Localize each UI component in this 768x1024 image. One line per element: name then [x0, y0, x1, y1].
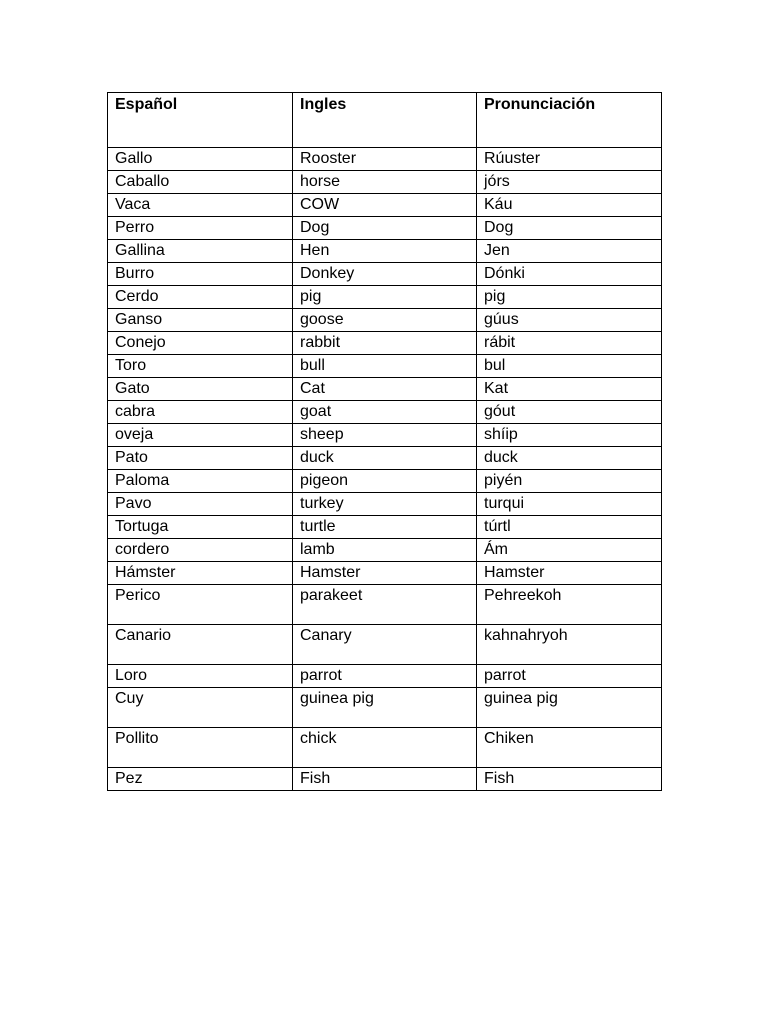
- table-row: [108, 332, 662, 355]
- table-row: [108, 665, 662, 688]
- table-row: [108, 447, 662, 470]
- cell-pronunciation: rábit: [477, 332, 662, 355]
- table-row: [108, 516, 662, 539]
- cell-pronunciation: guinea pig: [477, 688, 662, 728]
- table-row: [108, 768, 662, 791]
- cell-spanish: Cerdo: [108, 286, 293, 309]
- cell-pronunciation: Hamster: [477, 562, 662, 585]
- table-row: [108, 378, 662, 401]
- table-row: [108, 424, 662, 447]
- cell-pronunciation: Chiken: [477, 728, 662, 768]
- table-row: [108, 286, 662, 309]
- table-row: [108, 148, 662, 171]
- cell-spanish: Caballo: [108, 171, 293, 194]
- table-row: [108, 401, 662, 424]
- cell-pronunciation: shíip: [477, 424, 662, 447]
- cell-spanish: Pavo: [108, 493, 293, 516]
- cell-english: bull: [293, 355, 477, 378]
- table-row: [108, 470, 662, 493]
- cell-english: parrot: [293, 665, 477, 688]
- cell-pronunciation: duck: [477, 447, 662, 470]
- cell-english: Hamster: [293, 562, 477, 585]
- cell-pronunciation: Dog: [477, 217, 662, 240]
- table-row: [108, 355, 662, 378]
- cell-english: Rooster: [293, 148, 477, 171]
- table-row: [108, 688, 662, 728]
- cell-pronunciation: Rúuster: [477, 148, 662, 171]
- cell-pronunciation: kahnahryoh: [477, 625, 662, 665]
- cell-spanish: Pez: [108, 768, 293, 791]
- cell-english: Dog: [293, 217, 477, 240]
- vocabulary-table: [107, 92, 662, 791]
- cell-pronunciation: túrtl: [477, 516, 662, 539]
- cell-english: turkey: [293, 493, 477, 516]
- cell-english: COW: [293, 194, 477, 217]
- cell-spanish: Gallo: [108, 148, 293, 171]
- cell-pronunciation: turqui: [477, 493, 662, 516]
- column-header-english: Ingles: [293, 93, 477, 148]
- table-body: [108, 148, 662, 791]
- table-row: [108, 493, 662, 516]
- cell-pronunciation: Káu: [477, 194, 662, 217]
- table-row: [108, 171, 662, 194]
- cell-pronunciation: gúus: [477, 309, 662, 332]
- cell-spanish: Gallina: [108, 240, 293, 263]
- cell-pronunciation: Fish: [477, 768, 662, 791]
- cell-spanish: Loro: [108, 665, 293, 688]
- table-row: [108, 562, 662, 585]
- cell-english: goose: [293, 309, 477, 332]
- cell-english: Fish: [293, 768, 477, 791]
- table-row: [108, 263, 662, 286]
- cell-spanish: Pollito: [108, 728, 293, 768]
- cell-spanish: Tortuga: [108, 516, 293, 539]
- cell-english: pigeon: [293, 470, 477, 493]
- cell-pronunciation: Dónki: [477, 263, 662, 286]
- cell-spanish: Conejo: [108, 332, 293, 355]
- cell-spanish: cordero: [108, 539, 293, 562]
- cell-pronunciation: Kat: [477, 378, 662, 401]
- cell-pronunciation: Jen: [477, 240, 662, 263]
- cell-pronunciation: jórs: [477, 171, 662, 194]
- table-row: [108, 194, 662, 217]
- cell-spanish: Cuy: [108, 688, 293, 728]
- column-header-spanish: Español: [108, 93, 293, 148]
- table-row: [108, 585, 662, 625]
- cell-english: parakeet: [293, 585, 477, 625]
- cell-english: duck: [293, 447, 477, 470]
- cell-spanish: Canario: [108, 625, 293, 665]
- cell-english: goat: [293, 401, 477, 424]
- cell-english: turtle: [293, 516, 477, 539]
- table-header-row: [108, 93, 662, 148]
- cell-english: guinea pig: [293, 688, 477, 728]
- cell-english: sheep: [293, 424, 477, 447]
- cell-pronunciation: Ám: [477, 539, 662, 562]
- cell-spanish: Ganso: [108, 309, 293, 332]
- cell-english: Hen: [293, 240, 477, 263]
- table-row: [108, 217, 662, 240]
- cell-spanish: oveja: [108, 424, 293, 447]
- table-row: [108, 309, 662, 332]
- cell-spanish: Perro: [108, 217, 293, 240]
- cell-spanish: Pato: [108, 447, 293, 470]
- cell-english: pig: [293, 286, 477, 309]
- cell-spanish: Vaca: [108, 194, 293, 217]
- cell-english: rabbit: [293, 332, 477, 355]
- cell-spanish: cabra: [108, 401, 293, 424]
- column-header-pronunciation: Pronunciación: [477, 93, 662, 148]
- table-row: [108, 625, 662, 665]
- cell-spanish: Burro: [108, 263, 293, 286]
- table-row: [108, 539, 662, 562]
- cell-pronunciation: piyén: [477, 470, 662, 493]
- cell-pronunciation: góut: [477, 401, 662, 424]
- cell-spanish: Toro: [108, 355, 293, 378]
- cell-spanish: Paloma: [108, 470, 293, 493]
- cell-pronunciation: bul: [477, 355, 662, 378]
- cell-english: Canary: [293, 625, 477, 665]
- cell-english: horse: [293, 171, 477, 194]
- table-row: [108, 728, 662, 768]
- cell-spanish: Perico: [108, 585, 293, 625]
- cell-english: Donkey: [293, 263, 477, 286]
- table-row: [108, 240, 662, 263]
- cell-english: Cat: [293, 378, 477, 401]
- cell-english: chick: [293, 728, 477, 768]
- cell-pronunciation: parrot: [477, 665, 662, 688]
- cell-pronunciation: pig: [477, 286, 662, 309]
- cell-spanish: Hámster: [108, 562, 293, 585]
- cell-english: lamb: [293, 539, 477, 562]
- cell-spanish: Gato: [108, 378, 293, 401]
- cell-pronunciation: Pehreekoh: [477, 585, 662, 625]
